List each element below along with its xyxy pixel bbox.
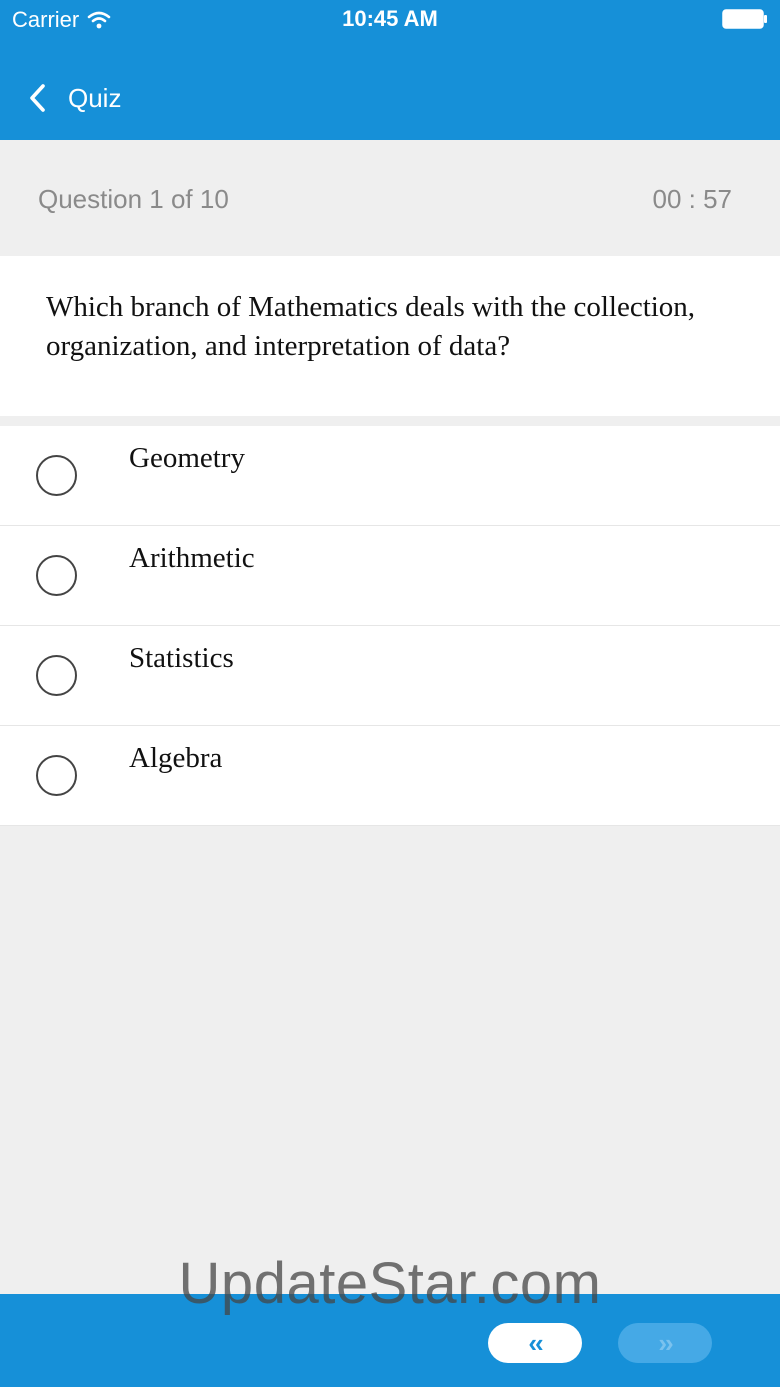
answer-options [0,426,780,826]
option-label: Arithmetic [129,542,255,574]
previous-button[interactable] [488,1323,582,1363]
radio-button[interactable] [36,555,77,596]
chevron-left-icon [28,83,46,113]
carrier-label: Carrier [12,7,80,32]
option-geometry[interactable] [0,426,780,526]
nav-bar [0,40,780,140]
radio-button[interactable] [36,455,77,496]
back-button[interactable] [28,78,148,118]
option-label: Algebra [129,742,223,774]
battery-icon [722,9,768,29]
double-chevron-left-icon: ‹‹ [528,1327,542,1358]
watermark: UpdateStar.com [178,1251,602,1316]
option-label: Statistics [129,642,234,674]
option-algebra[interactable] [0,726,780,826]
option-label: Geometry [129,442,245,474]
option-arithmetic[interactable] [0,526,780,626]
countdown-timer: 00 : 57 [652,184,732,214]
radio-button[interactable] [36,655,77,696]
radio-button[interactable] [36,755,77,796]
next-button[interactable] [618,1323,712,1363]
option-statistics[interactable] [0,626,780,726]
question-counter: Question 1 of 10 [38,184,229,214]
question-info [0,140,780,256]
question-text: Which branch of Mathematics deals with the collection, organization, and interpretation of data? [0,256,780,416]
double-chevron-right-icon: ›› [658,1327,672,1358]
clock: 10:45 AM [342,6,438,31]
status-bar [0,0,780,40]
back-label: Quiz [68,82,122,113]
